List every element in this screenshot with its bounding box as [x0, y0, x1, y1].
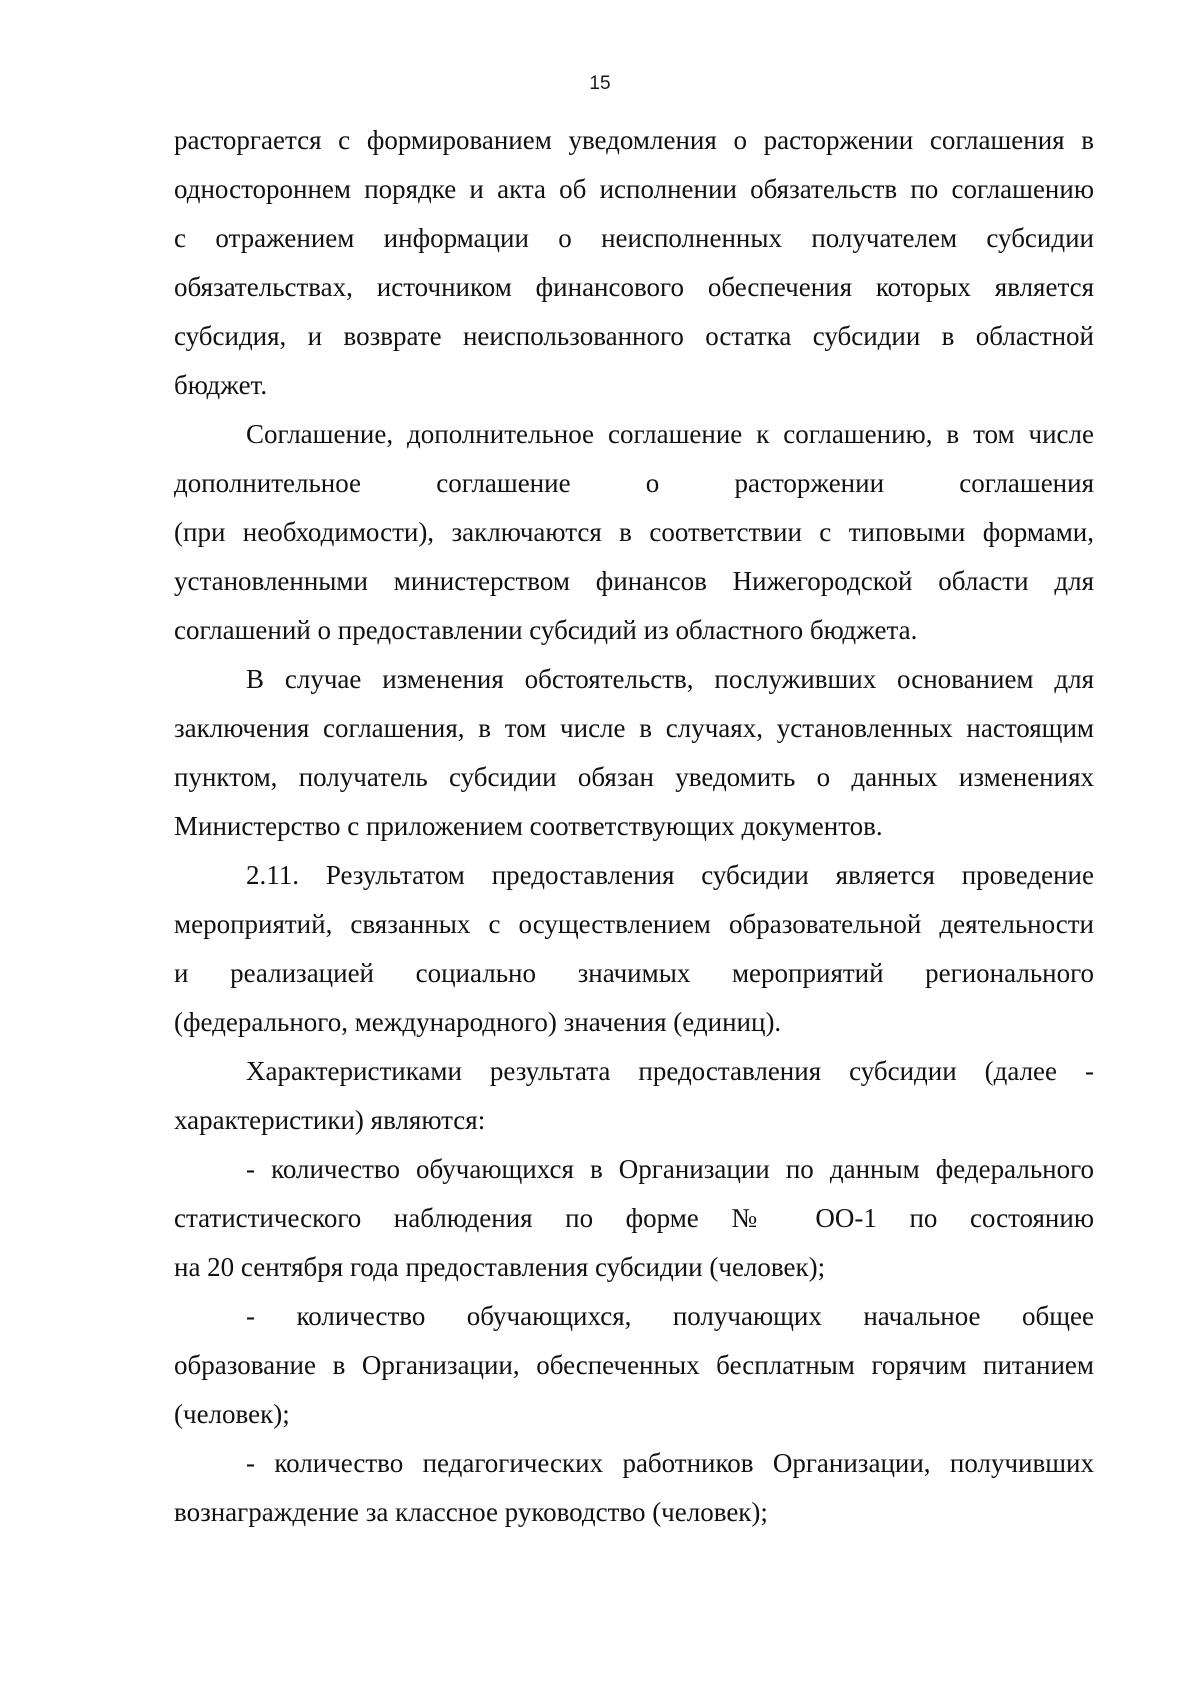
text-line: Министерство с приложением соответствующих документов. — [174, 811, 883, 841]
paragraph — [174, 1047, 1094, 1145]
text-line: пунктом, получатель субсидии обязан уведомить о данных изменениях — [174, 762, 1094, 792]
text-line: мероприятий, связанных с осуществлением образовательной деятельности — [174, 909, 1094, 939]
text-line: - количество обучающихся в Организации по данным федерального — [246, 1154, 1094, 1184]
page-number: 15 — [589, 73, 611, 94]
paragraph — [174, 410, 1094, 655]
text-line: - количество педагогических работников Организации, получивших — [246, 1448, 1094, 1478]
text-line: характеристики) являются: — [174, 1105, 486, 1135]
document-body — [174, 116, 1094, 1537]
text-line: В случае изменения обстоятельств, послуживших основанием для — [246, 664, 1094, 694]
text-line: образование в Организации, обеспеченных бесплатным горячим питанием — [174, 1350, 1094, 1380]
text-line: заключения соглашения, в том числе в случаях, установленных настоящим — [174, 713, 1094, 743]
paragraph — [174, 116, 1094, 410]
paragraph — [174, 1292, 1094, 1439]
text-line: расторгается с формированием уведомления о расторжении соглашения в — [174, 125, 1094, 155]
text-line: (при необходимости), заключаются в соответствии с типовыми формами, — [174, 517, 1094, 547]
text-line: одностороннем порядке и акта об исполнении обязательств по соглашению — [174, 174, 1094, 204]
text-line: 2.11. Результатом предоставления субсидии является проведение — [246, 860, 1094, 890]
paragraph — [174, 1145, 1094, 1292]
text-line: (федерального, международного) значения (единиц). — [174, 1007, 782, 1037]
text-line: на 20 сентября года предоставления субсидии (человек); — [174, 1252, 826, 1282]
text-line: статистического наблюдения по форме № ОО-1 по состоянию — [174, 1203, 1094, 1233]
text-line: обязательствах, источником финансового обеспечения которых является — [174, 272, 1094, 302]
text-line: дополнительное соглашение о расторжении соглашения — [174, 468, 1094, 498]
paragraph — [174, 655, 1094, 851]
text-line: (человек); — [174, 1399, 290, 1429]
text-line: Соглашение, дополнительное соглашение к соглашению, в том числе — [246, 419, 1094, 449]
text-line: бюджет. — [174, 370, 268, 400]
text-line: и реализацией социально значимых мероприятий регионального — [174, 958, 1094, 988]
text-line: вознаграждение за классное руководство (человек); — [174, 1497, 768, 1527]
text-line: - количество обучающихся, получающих начальное общее — [246, 1301, 1094, 1331]
text-line: установленными министерством финансов Нижегородской области для — [174, 566, 1094, 596]
paragraph — [174, 851, 1094, 1047]
paragraph — [174, 1439, 1094, 1537]
text-line: Характеристиками результата предоставления субсидии (далее - — [246, 1056, 1094, 1086]
text-line: с отражением информации о неисполненных получателем субсидии — [174, 223, 1094, 253]
text-line: субсидия, и возврате неиспользованного остатка субсидии в областной — [174, 321, 1094, 351]
text-line: соглашений о предоставлении субсидий из областного бюджета. — [174, 615, 918, 645]
